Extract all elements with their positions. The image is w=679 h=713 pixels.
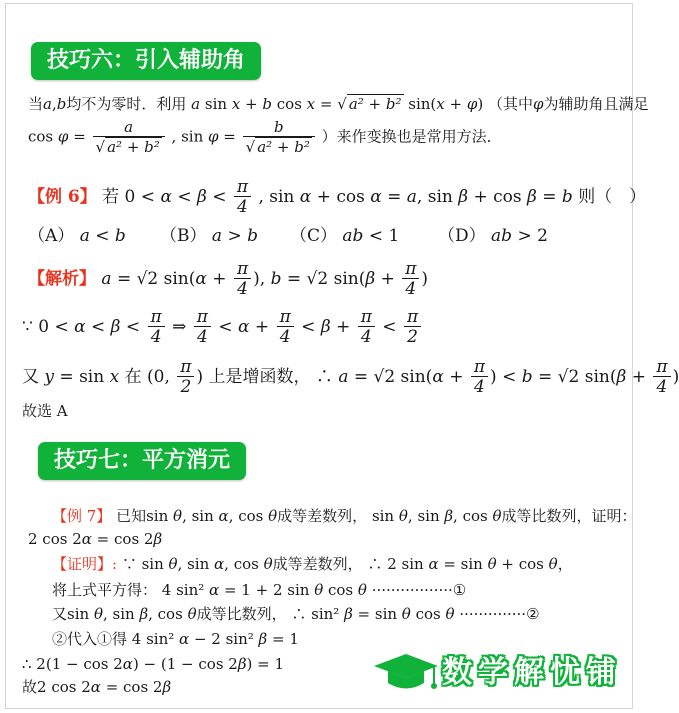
analysis-line-1: 【解析】 a = √2 sin(α + $\frac{\pi}{4}$ ), b = √2 sin(β + $\frac{\pi}{4}$ ): [28, 259, 429, 299]
intro-line-1: 当a,b均不为零时．利用 a sin x + b cos x = √ a² + b² sin(x + φ) （其中φ为辅助角且满足: [28, 95, 649, 113]
option-b-line: （B） a > b: [160, 226, 258, 246]
option-c: （C）: [290, 226, 338, 246]
example-6-options: （A） a < b: [28, 226, 126, 246]
intro-text-c: （其中: [488, 95, 534, 113]
proof-text-3a: 又: [52, 605, 68, 623]
answer-line: 故选 A: [22, 402, 68, 420]
proof-text-final: 故: [22, 678, 38, 696]
example-7-tag: 【例 7】: [52, 507, 112, 525]
proof-line-5: ∴ 2(1 − cos 2α) − (1 − cos 2β) = 1: [22, 655, 285, 673]
graduation-cap-icon: [372, 650, 440, 696]
proof-marker-2: ··············②: [459, 605, 540, 623]
intro-text-e: ）来作变换也是常用方法．: [321, 127, 502, 146]
option-b: （B）: [160, 226, 207, 246]
example-7-line-1: 【例 7】 已知sin θ, sin α, cos θ成等差数列， sin θ, sin β, cos θ成等比数列，证明：: [52, 507, 637, 525]
proof-line-1: 【证明】: ∵ sin θ, sin α, cos θ成等差数列， ∴ 2 sin α = sin θ + cos θ，: [52, 555, 573, 573]
intro-line-2: cos φ = $\frac{a}{\text{√ a² + b²}}$ , sin φ = $\frac{b}{\text{√ a² + b²}}$ ）来作变换也是常用方法．: [28, 118, 502, 156]
example-6-text-a: 若: [102, 187, 120, 207]
proof-text-1b: 成等差数列，: [272, 555, 363, 573]
analysis-line-3: 又 y = sin x 在 (0, $\frac{\pi}{2}$ ) 上是增函数， ∴ a = √2 sin(α + $\frac{\pi}{4}$ ) < b = √2 sin(β + $\frac{\pi}{4}$ ): [22, 357, 679, 397]
proof-text-2a: 将上式平方得：: [52, 581, 158, 599]
also-text: 又: [22, 367, 39, 387]
example-6-question: 【例 6】 若 0 < α < β < $\frac{\pi}{4}$ , sin α + cos α = a, sin β + cos β = b 则（ ）: [28, 177, 647, 217]
option-c-line: （C） ab < 1: [290, 226, 400, 246]
proof-line-4: ②代入①得 4 sin² α − 2 sin² β = 1: [52, 630, 299, 648]
option-a: （A）: [28, 226, 75, 246]
section-7-banner: 技巧七：平方消元: [38, 442, 246, 480]
proof-marker-1: ·················①: [371, 581, 467, 599]
proof-text-3b: 成等比数列，: [196, 605, 287, 623]
logo-text: 数学解忧铺: [442, 655, 622, 690]
proof-text-4a: ②代入①得: [52, 630, 128, 648]
increasing-text: 上是增函数，: [208, 367, 311, 387]
example-6-text-b: 则（ ）: [578, 187, 647, 207]
section-6-banner: 技巧六：引入辅助角: [31, 42, 261, 80]
cos-phi-fraction: $\frac{a}{\text{√ a² + b²}}$: [93, 118, 165, 157]
example-6-tag: 【例 6】: [28, 187, 97, 207]
option-d-line: （D） ab > 2: [438, 226, 548, 246]
intro-text-a: 当: [28, 95, 44, 113]
option-d: （D）: [438, 226, 486, 246]
analysis-line-2: ∵ 0 < α < β < $\frac{\pi}{4}$ ⇒ $\frac{\pi}{4}$ < α + $\frac{\pi}{4}$ < β + $\frac{\pi}{4}$ < $\frac{\pi}{2}$: [22, 308, 423, 347]
analysis-tag: 【解析】: [28, 269, 96, 289]
intro-text-b: 均不为零时．利用: [66, 95, 187, 113]
logo: [372, 650, 622, 696]
example-7-text-c: 成等比数列，证明：: [501, 507, 637, 525]
proof-line-6: 故2 cos 2α = cos 2β: [22, 678, 172, 696]
proof-line-2: 将上式平方得： 4 sin² α = 1 + 2 sin θ cos θ ·················①: [52, 581, 467, 599]
example-7-text-a: 已知: [116, 507, 147, 525]
example-7-text-b: 成等差数列，: [277, 507, 368, 525]
intro-text-d: 为辅助角且满足: [543, 95, 649, 113]
proof-tag: 【证明】:: [52, 555, 118, 573]
sin-phi-fraction: $\frac{b}{\text{√ a² + b²}}$: [243, 118, 315, 157]
example-7-line-2: 2 cos 2α = cos 2β: [28, 530, 163, 548]
proof-line-3: 又sin θ, sin β, cos θ成等比数列， ∴ sin² β = sin θ cos θ ··············②: [52, 605, 540, 623]
